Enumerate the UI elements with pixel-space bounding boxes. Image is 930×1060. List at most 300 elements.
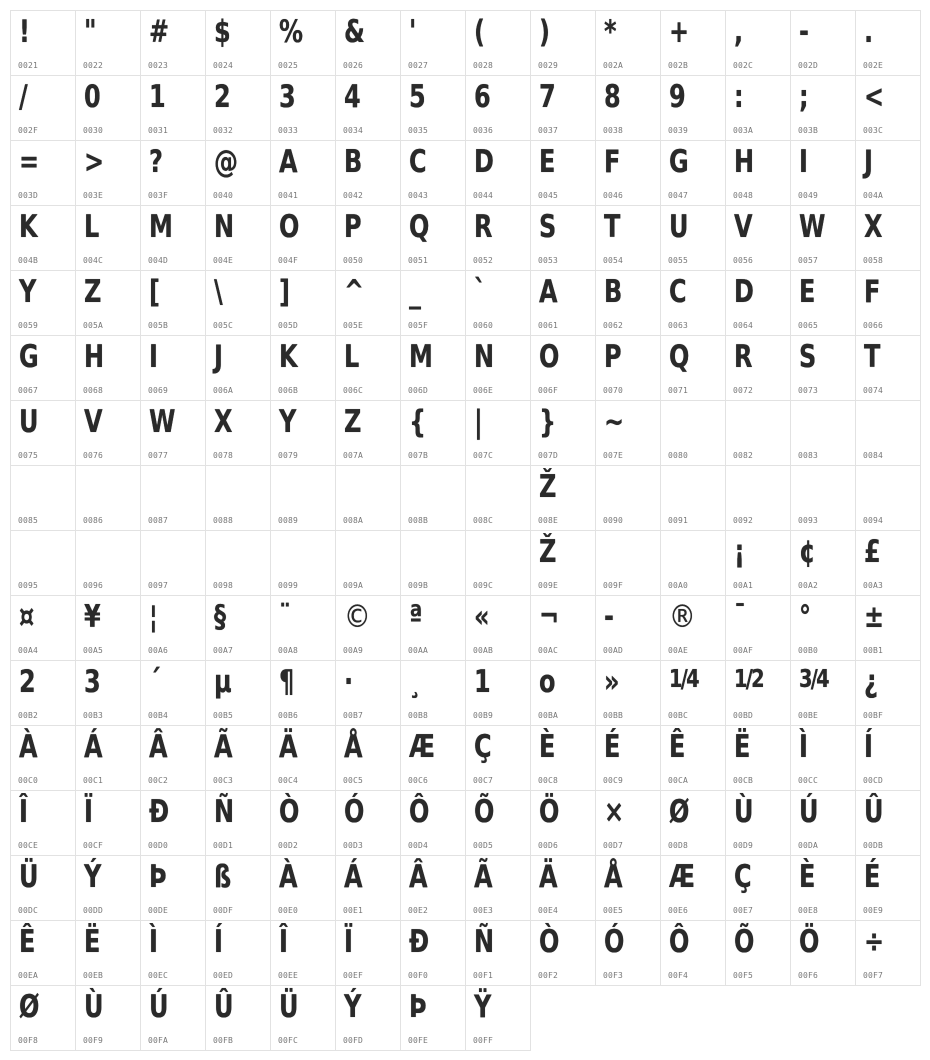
glyph-cell bbox=[595, 75, 661, 141]
glyph-code-label: 00CB bbox=[733, 776, 754, 785]
glyph-cell bbox=[855, 855, 921, 921]
glyph-cell bbox=[10, 270, 76, 336]
glyph-cell bbox=[335, 205, 401, 271]
glyph-code-label: 006E bbox=[473, 386, 494, 395]
glyph-character: M bbox=[149, 209, 173, 245]
glyph-cell bbox=[595, 660, 661, 726]
glyph-character: ` bbox=[474, 274, 486, 310]
glyph-cell bbox=[140, 400, 206, 466]
glyph-character: Ä bbox=[539, 859, 557, 895]
glyph-character: \ bbox=[214, 274, 222, 310]
glyph-code-label: 00F4 bbox=[668, 971, 689, 980]
glyph-character: Î bbox=[19, 794, 28, 830]
glyph-code-label: 00B3 bbox=[83, 711, 104, 720]
glyph-cell bbox=[140, 270, 206, 336]
glyph-code-label: 0077 bbox=[148, 451, 169, 460]
glyph-cell bbox=[10, 530, 76, 596]
glyph-character: ª bbox=[409, 599, 422, 635]
glyph-code-label: 004A bbox=[863, 191, 884, 200]
glyph-cell bbox=[205, 270, 271, 336]
glyph-code-label: 00DD bbox=[83, 906, 104, 915]
glyph-character: : bbox=[734, 79, 743, 115]
glyph-code-label: 0063 bbox=[668, 321, 689, 330]
glyph-cell bbox=[140, 530, 206, 596]
glyph-character: ~ bbox=[604, 404, 624, 440]
glyph-code-label: 00BE bbox=[798, 711, 819, 720]
glyph-cell bbox=[140, 205, 206, 271]
glyph-character: < bbox=[864, 79, 884, 115]
glyph-cell bbox=[465, 205, 531, 271]
glyph-code-label: 00B9 bbox=[473, 711, 494, 720]
glyph-code-label: 00EB bbox=[83, 971, 104, 980]
glyph-code-label: 00B4 bbox=[148, 711, 169, 720]
glyph-cell bbox=[660, 660, 726, 726]
glyph-cell bbox=[725, 660, 791, 726]
glyph-cell bbox=[725, 855, 791, 921]
glyph-cell bbox=[660, 530, 726, 596]
glyph-code-label: 0043 bbox=[408, 191, 429, 200]
glyph-code-label: 0058 bbox=[863, 256, 884, 265]
glyph-cell bbox=[790, 530, 856, 596]
glyph-code-label: 002D bbox=[798, 61, 819, 70]
glyph-character: V bbox=[84, 404, 102, 440]
glyph-code-label: 00C3 bbox=[213, 776, 234, 785]
glyph-cell bbox=[400, 855, 466, 921]
glyph-character: Y bbox=[19, 274, 36, 310]
glyph-cell bbox=[10, 465, 76, 531]
glyph-character: J bbox=[864, 144, 873, 180]
glyph-character: I bbox=[149, 339, 158, 375]
glyph-code-label: 00F7 bbox=[863, 971, 884, 980]
glyph-character: Å bbox=[344, 729, 362, 765]
glyph-cell bbox=[205, 985, 271, 1051]
glyph-code-label: 0096 bbox=[83, 581, 104, 590]
glyph-character: 0 bbox=[84, 79, 100, 115]
glyph-cell bbox=[75, 75, 141, 141]
glyph-code-label: 0061 bbox=[538, 321, 559, 330]
glyph-character: 1/2 bbox=[734, 664, 763, 693]
glyph-code-label: 00B0 bbox=[798, 646, 819, 655]
glyph-code-label: 00E4 bbox=[538, 906, 559, 915]
glyph-code-label: 00F5 bbox=[733, 971, 754, 980]
glyph-character: Ï bbox=[84, 794, 93, 830]
glyph-code-label: 0072 bbox=[733, 386, 754, 395]
glyph-code-label: 009C bbox=[473, 581, 494, 590]
glyph-cell bbox=[75, 140, 141, 206]
glyph-character: 2 bbox=[214, 79, 230, 115]
glyph-character: µ bbox=[214, 664, 231, 700]
glyph-cell bbox=[335, 985, 401, 1051]
glyph-character: Á bbox=[84, 729, 102, 765]
glyph-character: £ bbox=[864, 534, 880, 570]
glyph-cell bbox=[790, 75, 856, 141]
glyph-code-label: 0085 bbox=[18, 516, 39, 525]
glyph-cell bbox=[595, 530, 661, 596]
glyph-character: Í bbox=[214, 924, 223, 960]
glyph-character: G bbox=[669, 144, 688, 180]
glyph-code-label: 00CC bbox=[798, 776, 819, 785]
glyph-character: Ã bbox=[214, 729, 232, 765]
glyph-grid bbox=[10, 10, 920, 1050]
glyph-code-label: 00E9 bbox=[863, 906, 884, 915]
glyph-character: È bbox=[539, 729, 555, 765]
glyph-code-label: 00AE bbox=[668, 646, 689, 655]
glyph-character: R bbox=[734, 339, 752, 375]
glyph-code-label: 00DB bbox=[863, 841, 884, 850]
glyph-code-label: 003C bbox=[863, 126, 884, 135]
glyph-code-label: 00EF bbox=[343, 971, 364, 980]
glyph-cell bbox=[790, 400, 856, 466]
glyph-code-label: 0049 bbox=[798, 191, 819, 200]
glyph-cell bbox=[595, 855, 661, 921]
glyph-code-label: 00D9 bbox=[733, 841, 754, 850]
glyph-code-label: 00AC bbox=[538, 646, 559, 655]
glyph-character: 5 bbox=[409, 79, 425, 115]
glyph-cell bbox=[400, 985, 466, 1051]
glyph-character: D bbox=[734, 274, 754, 310]
glyph-cell bbox=[270, 985, 336, 1051]
glyph-cell bbox=[660, 400, 726, 466]
glyph-character: Ð bbox=[149, 794, 169, 830]
glyph-character: 1/4 bbox=[669, 664, 698, 693]
glyph-code-label: 0042 bbox=[343, 191, 364, 200]
glyph-character: - bbox=[799, 14, 809, 50]
glyph-cell bbox=[465, 660, 531, 726]
glyph-cell bbox=[790, 790, 856, 856]
glyph-code-label: 00FF bbox=[473, 1036, 494, 1045]
glyph-character: L bbox=[84, 209, 99, 245]
glyph-cell bbox=[270, 595, 336, 661]
glyph-character: = bbox=[19, 144, 39, 180]
glyph-code-label: 007B bbox=[408, 451, 429, 460]
glyph-code-label: 003E bbox=[83, 191, 104, 200]
glyph-code-label: 002C bbox=[733, 61, 754, 70]
glyph-cell bbox=[335, 75, 401, 141]
glyph-code-label: 00E7 bbox=[733, 906, 754, 915]
glyph-character: V bbox=[734, 209, 752, 245]
glyph-cell bbox=[140, 920, 206, 986]
glyph-character: Ò bbox=[279, 794, 299, 830]
glyph-code-label: 004B bbox=[18, 256, 39, 265]
glyph-cell bbox=[790, 465, 856, 531]
glyph-code-label: 006B bbox=[278, 386, 299, 395]
glyph-code-label: 008E bbox=[538, 516, 559, 525]
glyph-cell bbox=[270, 400, 336, 466]
glyph-character: Ñ bbox=[474, 924, 494, 960]
glyph-code-label: 0062 bbox=[603, 321, 624, 330]
glyph-code-label: 00DE bbox=[148, 906, 169, 915]
glyph-cell bbox=[855, 660, 921, 726]
glyph-cell bbox=[595, 10, 661, 76]
glyph-character: # bbox=[149, 14, 169, 50]
glyph-code-label: 00DC bbox=[18, 906, 39, 915]
glyph-code-label: 0089 bbox=[278, 516, 299, 525]
glyph-code-label: 006D bbox=[408, 386, 429, 395]
glyph-code-label: 0084 bbox=[863, 451, 884, 460]
glyph-cell bbox=[790, 10, 856, 76]
glyph-character: Õ bbox=[734, 924, 754, 960]
glyph-cell bbox=[270, 205, 336, 271]
glyph-cell bbox=[75, 855, 141, 921]
glyph-code-label: 00E0 bbox=[278, 906, 299, 915]
glyph-code-label: 00AF bbox=[733, 646, 754, 655]
glyph-code-label: 00E1 bbox=[343, 906, 364, 915]
glyph-code-label: 0082 bbox=[733, 451, 754, 460]
glyph-character: P bbox=[604, 339, 621, 375]
glyph-code-label: 0080 bbox=[668, 451, 689, 460]
glyph-character: Î bbox=[279, 924, 288, 960]
glyph-cell bbox=[530, 530, 596, 596]
glyph-cell bbox=[595, 400, 661, 466]
glyph-character: { bbox=[409, 404, 426, 440]
glyph-cell bbox=[725, 400, 791, 466]
glyph-code-label: 0028 bbox=[473, 61, 494, 70]
glyph-cell bbox=[10, 75, 76, 141]
glyph-cell bbox=[595, 920, 661, 986]
glyph-cell bbox=[75, 10, 141, 76]
glyph-character: 6 bbox=[474, 79, 490, 115]
glyph-cell bbox=[465, 725, 531, 791]
glyph-character: ^ bbox=[344, 274, 364, 310]
glyph-character: H bbox=[734, 144, 754, 180]
glyph-cell bbox=[75, 790, 141, 856]
glyph-cell bbox=[530, 270, 596, 336]
glyph-character: Ù bbox=[84, 989, 103, 1025]
glyph-character: Ý bbox=[84, 859, 101, 895]
glyph-cell bbox=[205, 10, 271, 76]
glyph-code-label: 0073 bbox=[798, 386, 819, 395]
glyph-cell bbox=[400, 10, 466, 76]
glyph-cell bbox=[790, 920, 856, 986]
glyph-code-label: 002B bbox=[668, 61, 689, 70]
glyph-cell bbox=[335, 335, 401, 401]
glyph-code-label: 00E8 bbox=[798, 906, 819, 915]
glyph-code-label: 0060 bbox=[473, 321, 494, 330]
glyph-code-label: 0038 bbox=[603, 126, 624, 135]
glyph-character: Á bbox=[344, 859, 362, 895]
glyph-cell bbox=[75, 920, 141, 986]
glyph-code-label: 0098 bbox=[213, 581, 234, 590]
glyph-code-label: 00AD bbox=[603, 646, 624, 655]
glyph-cell bbox=[400, 920, 466, 986]
glyph-character: / bbox=[19, 79, 27, 115]
glyph-cell bbox=[530, 920, 596, 986]
glyph-cell bbox=[725, 595, 791, 661]
glyph-cell bbox=[660, 335, 726, 401]
glyph-character: ¶ bbox=[279, 664, 294, 700]
glyph-code-label: 0046 bbox=[603, 191, 624, 200]
glyph-code-label: 00E5 bbox=[603, 906, 624, 915]
glyph-code-label: 00D7 bbox=[603, 841, 624, 850]
glyph-cell bbox=[270, 790, 336, 856]
glyph-code-label: 0029 bbox=[538, 61, 559, 70]
glyph-cell bbox=[10, 985, 76, 1051]
glyph-code-label: 00C6 bbox=[408, 776, 429, 785]
glyph-code-label: 0039 bbox=[668, 126, 689, 135]
glyph-cell bbox=[465, 75, 531, 141]
glyph-cell bbox=[790, 270, 856, 336]
glyph-code-label: 007E bbox=[603, 451, 624, 460]
glyph-code-label: 00A1 bbox=[733, 581, 754, 590]
glyph-code-label: 00D6 bbox=[538, 841, 559, 850]
glyph-cell bbox=[270, 75, 336, 141]
glyph-code-label: 0031 bbox=[148, 126, 169, 135]
glyph-cell bbox=[75, 335, 141, 401]
glyph-cell bbox=[75, 595, 141, 661]
glyph-character: Z bbox=[344, 404, 361, 440]
glyph-cell bbox=[530, 465, 596, 531]
glyph-character: Ê bbox=[669, 729, 685, 765]
glyph-code-label: 009B bbox=[408, 581, 429, 590]
glyph-character: Ç bbox=[474, 729, 491, 765]
glyph-cell bbox=[270, 270, 336, 336]
glyph-cell bbox=[595, 335, 661, 401]
glyph-code-label: 0025 bbox=[278, 61, 299, 70]
glyph-character: Þ bbox=[149, 859, 166, 895]
glyph-code-label: 0045 bbox=[538, 191, 559, 200]
glyph-cell bbox=[465, 530, 531, 596]
glyph-character: Ç bbox=[734, 859, 751, 895]
glyph-character: H bbox=[84, 339, 104, 375]
glyph-character: T bbox=[604, 209, 620, 245]
glyph-character: U bbox=[669, 209, 688, 245]
glyph-code-label: 00F9 bbox=[83, 1036, 104, 1045]
glyph-cell bbox=[465, 465, 531, 531]
glyph-character: É bbox=[864, 859, 880, 895]
glyph-character: Ö bbox=[539, 794, 559, 830]
glyph-character: 3/4 bbox=[799, 664, 828, 693]
glyph-cell bbox=[855, 920, 921, 986]
glyph-cell bbox=[400, 400, 466, 466]
glyph-character: Ë bbox=[84, 924, 100, 960]
glyph-character: Y bbox=[279, 404, 296, 440]
glyph-character: Æ bbox=[409, 729, 435, 765]
glyph-character: O bbox=[279, 209, 299, 245]
glyph-cell bbox=[335, 660, 401, 726]
glyph-character: E bbox=[799, 274, 815, 310]
glyph-character: ¤ bbox=[19, 599, 34, 635]
glyph-cell bbox=[335, 400, 401, 466]
glyph-cell bbox=[75, 270, 141, 336]
glyph-code-label: 006F bbox=[538, 386, 559, 395]
glyph-character: B bbox=[344, 144, 362, 180]
glyph-character: 4 bbox=[344, 79, 360, 115]
glyph-code-label: 0040 bbox=[213, 191, 234, 200]
glyph-character: Â bbox=[149, 729, 167, 765]
glyph-code-label: 0024 bbox=[213, 61, 234, 70]
glyph-character: 9 bbox=[669, 79, 685, 115]
glyph-cell bbox=[205, 790, 271, 856]
glyph-cell bbox=[10, 725, 76, 791]
glyph-character: $ bbox=[214, 14, 230, 50]
glyph-cell bbox=[270, 10, 336, 76]
glyph-character: Ö bbox=[799, 924, 819, 960]
glyph-character: ) bbox=[539, 14, 550, 50]
glyph-cell bbox=[725, 205, 791, 271]
glyph-cell bbox=[10, 855, 76, 921]
glyph-cell bbox=[140, 855, 206, 921]
glyph-code-label: 00A7 bbox=[213, 646, 234, 655]
glyph-cell bbox=[400, 205, 466, 271]
glyph-code-label: 0075 bbox=[18, 451, 39, 460]
glyph-cell bbox=[465, 920, 531, 986]
glyph-code-label: 00FA bbox=[148, 1036, 169, 1045]
glyph-code-label: 00E3 bbox=[473, 906, 494, 915]
glyph-code-label: 0056 bbox=[733, 256, 754, 265]
glyph-cell bbox=[400, 140, 466, 206]
glyph-cell bbox=[75, 985, 141, 1051]
glyph-code-label: 0030 bbox=[83, 126, 104, 135]
glyph-character: · bbox=[344, 664, 353, 700]
glyph-character: D bbox=[474, 144, 494, 180]
glyph-cell bbox=[10, 10, 76, 76]
glyph-character: ¿ bbox=[864, 664, 878, 700]
glyph-code-label: 00A9 bbox=[343, 646, 364, 655]
glyph-character: É bbox=[604, 729, 620, 765]
glyph-character: Ü bbox=[279, 989, 298, 1025]
glyph-cell bbox=[400, 790, 466, 856]
glyph-code-label: 0068 bbox=[83, 386, 104, 395]
glyph-code-label: 00C0 bbox=[18, 776, 39, 785]
glyph-character: o bbox=[539, 664, 555, 700]
glyph-character: Ë bbox=[734, 729, 750, 765]
glyph-code-label: 008A bbox=[343, 516, 364, 525]
glyph-character: S bbox=[539, 209, 556, 245]
glyph-cell bbox=[75, 660, 141, 726]
glyph-cell bbox=[205, 205, 271, 271]
glyph-character: ] bbox=[279, 274, 290, 310]
glyph-code-label: 00C9 bbox=[603, 776, 624, 785]
glyph-cell bbox=[270, 660, 336, 726]
glyph-code-label: 007D bbox=[538, 451, 559, 460]
glyph-cell bbox=[855, 335, 921, 401]
glyph-cell bbox=[855, 465, 921, 531]
glyph-code-label: 0094 bbox=[863, 516, 884, 525]
glyph-cell bbox=[855, 205, 921, 271]
glyph-code-label: 007C bbox=[473, 451, 494, 460]
glyph-character: Ù bbox=[734, 794, 753, 830]
glyph-cell bbox=[75, 205, 141, 271]
glyph-cell bbox=[335, 790, 401, 856]
glyph-code-label: 0026 bbox=[343, 61, 364, 70]
glyph-code-label: 00FC bbox=[278, 1036, 299, 1045]
glyph-cell bbox=[530, 660, 596, 726]
glyph-character: % bbox=[279, 14, 303, 50]
glyph-character: X bbox=[864, 209, 882, 245]
glyph-cell bbox=[530, 335, 596, 401]
glyph-code-label: 0050 bbox=[343, 256, 364, 265]
glyph-code-label: 009A bbox=[343, 581, 364, 590]
glyph-code-label: 00FE bbox=[408, 1036, 429, 1045]
glyph-code-label: 00C4 bbox=[278, 776, 299, 785]
glyph-cell bbox=[855, 270, 921, 336]
glyph-character: ° bbox=[799, 599, 811, 635]
glyph-character: C bbox=[669, 274, 686, 310]
glyph-cell bbox=[725, 920, 791, 986]
glyph-character: J bbox=[214, 339, 223, 375]
glyph-character: [ bbox=[149, 274, 160, 310]
glyph-character: I bbox=[799, 144, 808, 180]
glyph-code-label: 00C5 bbox=[343, 776, 364, 785]
glyph-code-label: 0027 bbox=[408, 61, 429, 70]
glyph-character: ¢ bbox=[799, 534, 815, 570]
glyph-code-label: 004C bbox=[83, 256, 104, 265]
glyph-character: 2 bbox=[19, 664, 35, 700]
glyph-code-label: 00BA bbox=[538, 711, 559, 720]
glyph-character: K bbox=[279, 339, 297, 375]
glyph-cell bbox=[465, 855, 531, 921]
glyph-code-label: 006A bbox=[213, 386, 234, 395]
